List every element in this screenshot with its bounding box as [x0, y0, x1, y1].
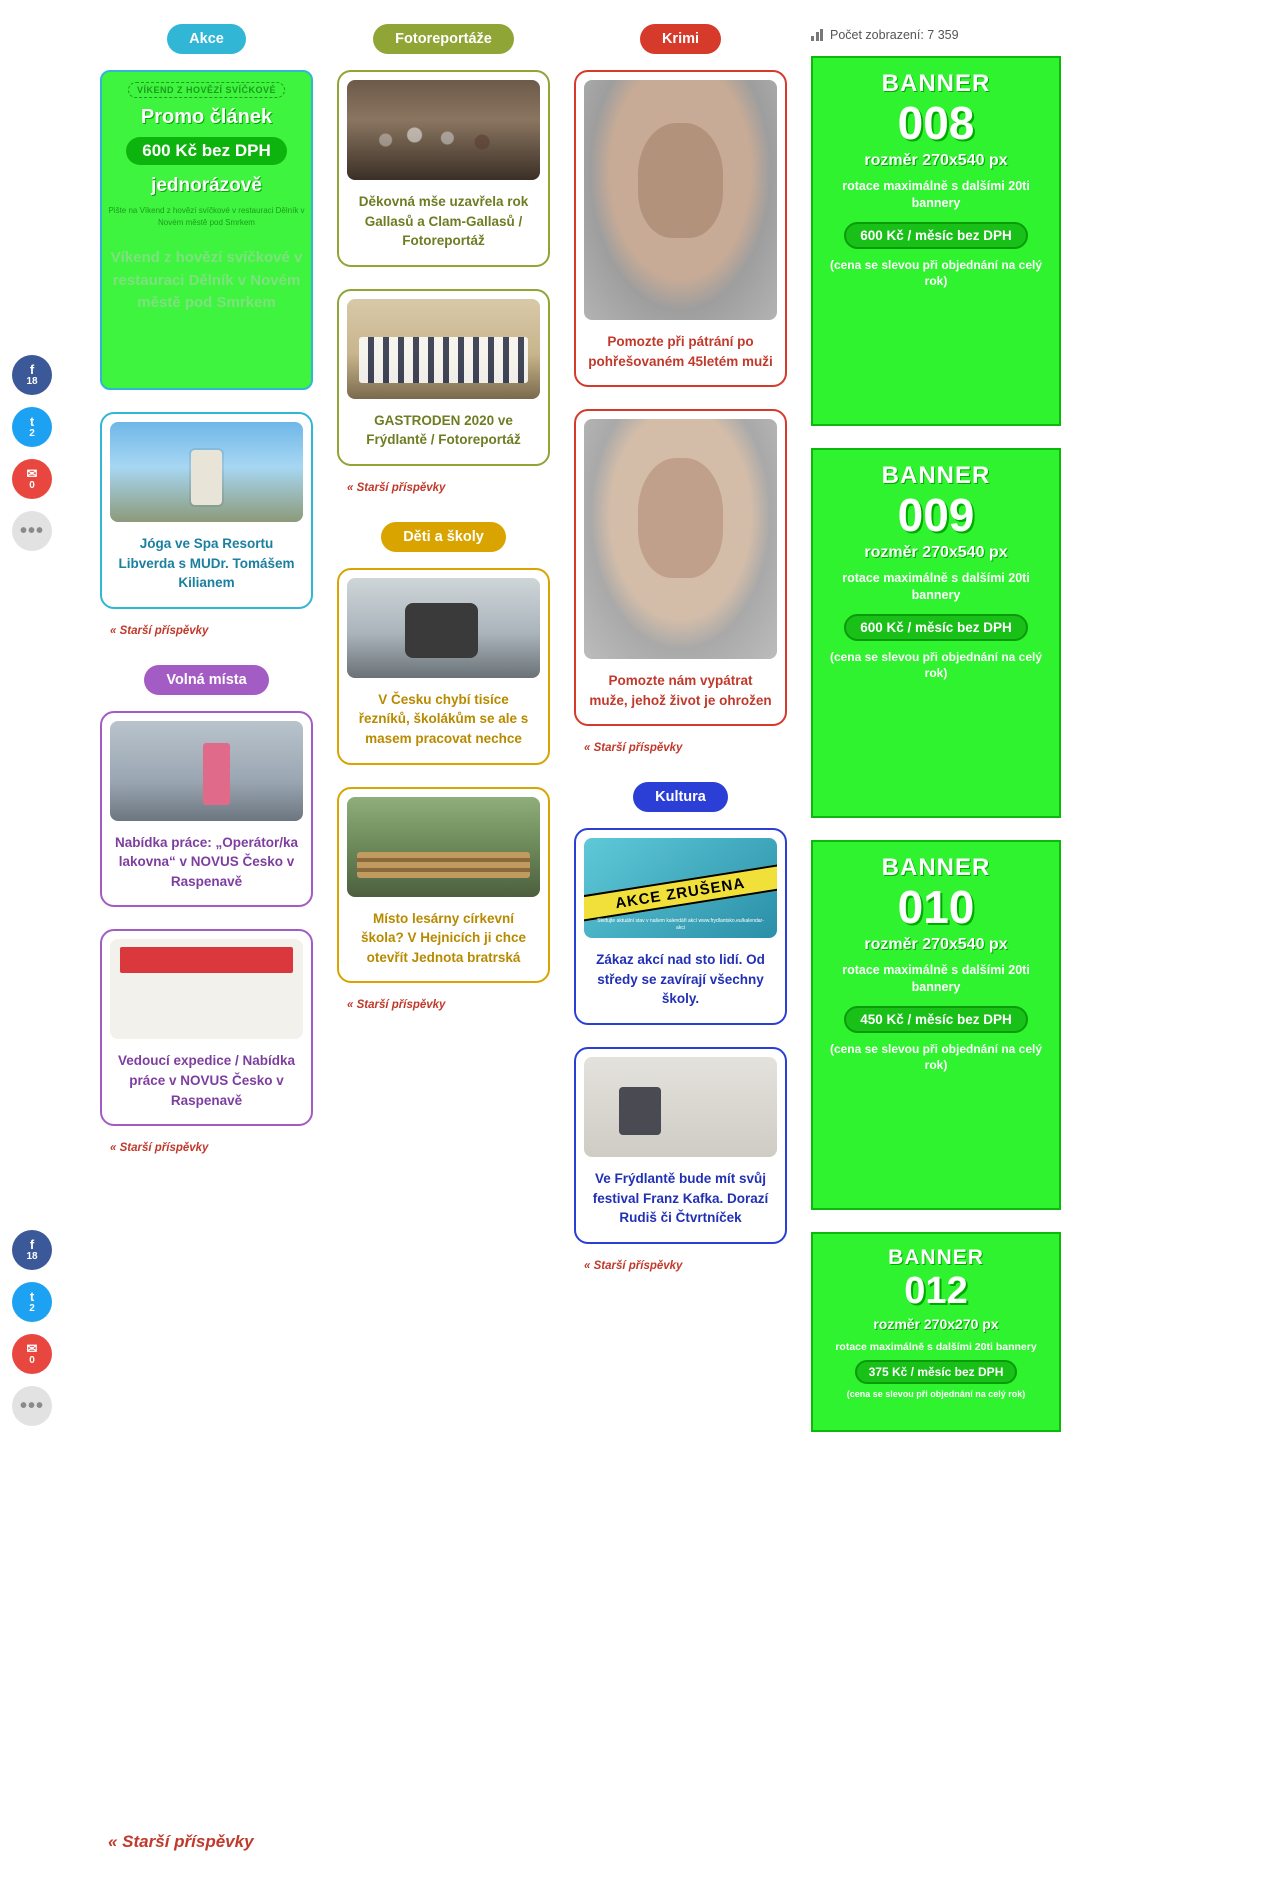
envelope-icon: ✉	[26, 465, 38, 481]
twitter-share-count: 2	[29, 427, 35, 439]
post-card[interactable]	[574, 828, 787, 1025]
twitter-share-button[interactable]	[12, 407, 52, 447]
promo-ghost-text: Víkend z hovězí svíčkové v restauraci Dělník v Novém městě pod Smrkem	[110, 249, 303, 311]
email-share-button[interactable]	[12, 459, 52, 499]
banner-number: 010	[897, 881, 975, 933]
banner-number: 012	[904, 1270, 968, 1312]
banner-price: 450 Kč / měsíc bez DPH	[844, 1006, 1028, 1033]
post-title: GASTRODEN 2020 ve Frýdlantě / Fotoreportáž	[366, 412, 521, 448]
post-thumbnail	[584, 419, 777, 659]
banner-rotation: rotace maximálně s dalšími 20ti bannery	[835, 1341, 1037, 1353]
view-counter-label: Počet zobrazení: 7 359	[830, 28, 959, 42]
banner-note: (cena se slevou při objednání na celý rok)	[829, 649, 1043, 680]
post-card[interactable]	[574, 70, 787, 387]
post-thumbnail	[110, 721, 303, 821]
post-card[interactable]	[337, 568, 550, 765]
post-thumbnail	[110, 939, 303, 1039]
promo-kicker: VÍKEND Z HOVĚZÍ SVÍČKOVÉ	[128, 82, 285, 98]
post-thumbnail	[347, 299, 540, 399]
post-title: Pomozte nám vypátrat muže, jehož život je ohrožen	[589, 673, 772, 708]
post-thumbnail	[110, 422, 303, 522]
email-share-count: 0	[29, 1354, 35, 1366]
social-share-rail-top[interactable]	[12, 355, 52, 551]
promo-card[interactable]	[100, 70, 313, 390]
ad-banner[interactable]	[811, 1232, 1061, 1432]
banner-title: BANNER	[881, 854, 991, 881]
banner-number: 009	[897, 489, 975, 541]
post-card[interactable]	[337, 70, 550, 267]
ad-banner[interactable]	[811, 448, 1061, 818]
older-posts-link-volna-mista[interactable]: « Starší příspěvky	[110, 1142, 209, 1155]
post-thumbnail	[584, 1057, 777, 1157]
ad-banner[interactable]	[811, 56, 1061, 426]
older-posts-link-akce[interactable]: « Starší příspěvky	[110, 624, 209, 637]
category-pill-deti-a-skoly[interactable]: Děti a školy	[381, 522, 506, 552]
post-card[interactable]	[337, 289, 550, 466]
post-title: Zákaz akcí nad sto lidí. Od středy se zavírají všechny školy.	[596, 952, 765, 1007]
post-title: Jóga ve Spa Resortu Libverda s MUDr. Tomášem Kilianem	[118, 536, 295, 591]
post-card[interactable]	[100, 929, 313, 1126]
ad-banner[interactable]	[811, 840, 1061, 1210]
older-posts-link-fotoreportaze[interactable]: « Starší příspěvky	[347, 481, 446, 494]
twitter-icon: t	[29, 413, 35, 429]
banner-title: BANNER	[881, 462, 991, 489]
facebook-icon: f	[29, 361, 35, 377]
facebook-share-button[interactable]	[12, 355, 52, 395]
category-pill-volna-mista[interactable]: Volná místa	[144, 665, 268, 695]
category-pill-fotoreportaze[interactable]: Fotoreportáže	[373, 24, 514, 54]
post-thumbnail	[347, 797, 540, 897]
banner-rotation: rotace maximálně s dalšími 20ti bannery	[842, 963, 1030, 994]
banner-rotation: rotace maximálně s dalšími 20ti bannery	[842, 571, 1030, 602]
older-posts-link-kultura[interactable]: « Starší příspěvky	[584, 1259, 683, 1272]
banner-size: rozměr 270x540 px	[864, 544, 1008, 561]
banner-rotation: rotace maximálně s dalšími 20ti bannery	[842, 179, 1030, 210]
banner-title: BANNER	[888, 1246, 984, 1269]
banner-number: 008	[897, 97, 975, 149]
post-card[interactable]	[100, 412, 313, 609]
facebook-icon: f	[29, 1236, 35, 1252]
promo-price: 600 Kč bez DPH	[126, 137, 287, 165]
thumbnail-caption: Sledujte aktuální stav v našem kalendáři akcí www.frydlantsko.eu/kalendar-akci	[597, 918, 764, 932]
promo-title: Promo článek	[140, 106, 273, 128]
twitter-share-count: 2	[29, 1302, 35, 1314]
older-posts-link-deti-a-skoly[interactable]: « Starší příspěvky	[347, 999, 446, 1012]
category-pill-krimi[interactable]: Krimi	[640, 24, 721, 54]
post-title: Děkovná mše uzavřela rok Gallasů a Clam-Gallasů / Fotoreportáž	[358, 194, 529, 249]
older-posts-link-krimi[interactable]: « Starší příspěvky	[584, 742, 683, 755]
ellipsis-icon: •••	[19, 519, 44, 542]
post-card[interactable]	[337, 787, 550, 984]
banner-price: 600 Kč / měsíc bez DPH	[844, 614, 1028, 641]
email-share-count: 0	[29, 479, 35, 491]
ellipsis-icon: •••	[19, 1394, 44, 1417]
promo-subtitle: jednorázově	[151, 175, 262, 196]
banner-price: 375 Kč / měsíc bez DPH	[855, 1360, 1018, 1384]
post-thumbnail	[584, 80, 777, 320]
facebook-share-count: 18	[26, 1250, 38, 1262]
post-title: Pomozte při pátrání po pohřešovaném 45letém muži	[588, 334, 773, 369]
envelope-icon: ✉	[26, 1340, 38, 1356]
twitter-share-button[interactable]	[12, 1282, 52, 1322]
column-sidebar	[811, 14, 1061, 1454]
banner-size: rozměr 270x270 px	[873, 1316, 999, 1332]
post-title: Ve Frýdlantě bude mít svůj festival Franz Kafka. Dorazí Rudiš či Čtvrtníček	[592, 1170, 769, 1226]
banner-price: 600 Kč / měsíc bez DPH	[844, 222, 1028, 249]
social-share-rail-bottom[interactable]	[12, 1230, 52, 1426]
category-pill-akce[interactable]: Akce	[167, 24, 246, 54]
older-posts-link-footer[interactable]: « Starší příspěvky	[108, 1832, 254, 1851]
post-title: Nabídka práce: „Operátor/ka lakovna“ v NOVUS Česko v Raspenavě	[114, 834, 299, 889]
column-fotoreportaze	[337, 14, 550, 1454]
banner-size: rozměr 270x540 px	[864, 936, 1008, 953]
column-akce	[100, 14, 313, 1454]
email-share-button[interactable]	[12, 1334, 52, 1374]
banner-note: (cena se slevou při objednání na celý rok)	[829, 257, 1043, 288]
post-card[interactable]	[574, 1047, 787, 1244]
content-grid	[100, 14, 1260, 1454]
column-krimi	[574, 14, 787, 1454]
bar-chart-icon	[811, 29, 823, 41]
more-share-button[interactable]	[12, 1386, 52, 1426]
post-card[interactable]	[100, 711, 313, 908]
more-share-button[interactable]	[12, 511, 52, 551]
twitter-icon: t	[29, 1288, 35, 1304]
banner-note: (cena se slevou při objednání na celý rok)	[846, 1389, 1026, 1400]
post-thumbnail	[584, 838, 777, 938]
facebook-share-count: 18	[26, 375, 38, 387]
banner-note: (cena se slevou při objednání na celý rok)	[829, 1041, 1043, 1072]
facebook-share-button[interactable]	[12, 1230, 52, 1270]
category-pill-kultura[interactable]: Kultura	[633, 782, 728, 812]
banner-size: rozměr 270x540 px	[864, 152, 1008, 169]
post-card[interactable]	[574, 409, 787, 726]
post-thumbnail	[347, 80, 540, 180]
banner-title: BANNER	[881, 70, 991, 97]
cancelled-ribbon: AKCE ZRUŠENA	[584, 864, 777, 923]
post-title: V Česku chybí tisíce řezníků, školákům se ale s masem pracovat nechce	[358, 691, 529, 746]
promo-footnote: Pište na Víkend z hovězí svíčkové v restauraci Dělník v Novém městě pod Smrkem	[108, 206, 305, 227]
post-title: Místo lesárny církevní škola? V Hejnicích ji chce otevřít Jednota bratrská	[360, 910, 527, 965]
post-title: Vedoucí expedice / Nabídka práce v NOVUS Česko v Raspenavě	[117, 1053, 296, 1108]
view-counter	[811, 28, 959, 42]
post-thumbnail	[347, 578, 540, 678]
